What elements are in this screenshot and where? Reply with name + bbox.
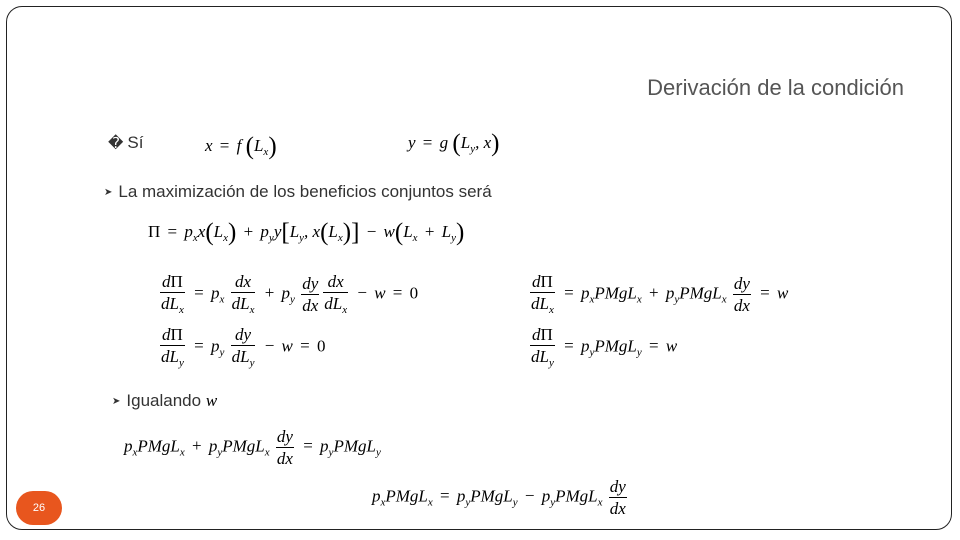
equation-foc-ly-pmg: $\frac{d\Pi}{dL_y}$ = $p_yPMgL_y = w$ — [531, 325, 678, 369]
equation-equalized-2: $p_xPMgL_x$ = $p_yPMgL_y$ − $p_yPMgL_x$ $\frac{dy}{dx}$ — [372, 477, 626, 518]
equalizing-bullet — [112, 391, 217, 411]
equation-foc-lx-pmg: $\frac{d\Pi}{dL_x}$ = $p_xPMgL_x$ + $p_yPMgL_x$ $\frac{dy}{dx}$ = w — [531, 272, 789, 316]
equation-equalized-1: $p_xPMgL_x$ + $p_yPMgL_x$ $\frac{dy}{dx}$ = $p_yPMgL_y$ — [124, 427, 381, 468]
maximization-bullet — [104, 182, 492, 202]
equalizing-variable: w — [205, 391, 218, 410]
arrow-bullet-icon: ➤ — [112, 396, 121, 407]
equalizing-text: Igualando — [126, 391, 202, 410]
equation-x-definition: x = f $(L_x)$ — [205, 133, 277, 160]
missing-glyph-icon: � — [108, 134, 124, 152]
equation-profit: $\Pi = p_xx(L_x) + p_yy[L_y$, $x(L_x)] - w(L_x + L_y)$ — [148, 219, 465, 246]
si-bullet — [108, 133, 143, 153]
equation-y-definition: y = g ($L_y$, x) — [408, 130, 500, 157]
equation-foc-ly: $\frac{d\Pi}{dL_y}$ = $p_y$ $\frac{dy}{dL_y}$ − w = 0 — [161, 325, 326, 369]
page-number-badge — [16, 491, 62, 525]
equation-foc-lx: $\frac{d\Pi}{dL_x}$ = $p_x$ $\frac{dx}{dL_x}$ + $p_y$ $\frac{dy}{dx}$ $\frac{dx}{dL_x}$ − w = 0 — [161, 272, 419, 316]
slide-title: Derivación de la condición — [647, 75, 904, 100]
si-label: Sí — [127, 133, 144, 152]
page-number: 26 — [32, 502, 46, 514]
arrow-bullet-icon: ➤ — [104, 187, 113, 198]
maximization-text: La maximización de los beneficios conjuntos será — [118, 182, 492, 201]
